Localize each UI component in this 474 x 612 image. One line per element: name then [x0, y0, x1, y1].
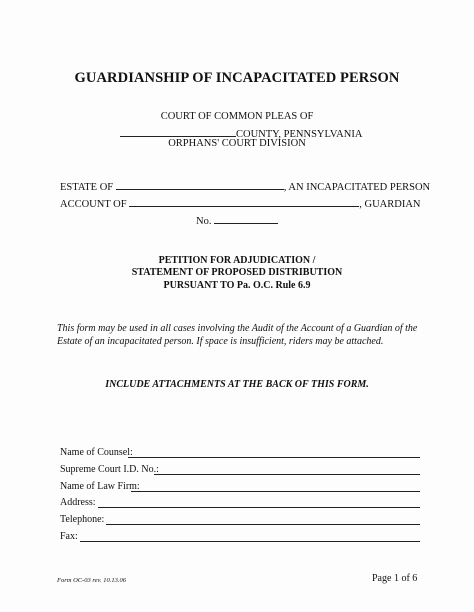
number-row — [196, 214, 278, 227]
estate-row — [60, 180, 430, 193]
fax-input-line[interactable] — [80, 541, 420, 542]
no-label: No. — [196, 216, 212, 227]
petition-heading-1: PETITION FOR ADJUDICATION / — [158, 255, 316, 266]
law-firm-input-line[interactable] — [131, 491, 420, 492]
address-label: Address: — [60, 497, 96, 508]
form-instructions: This form may be used in all cases involving the Audit of the Account of a Guardian of the Estate of an incapacitated person. If space is insufficient, riders may be attached. — [57, 323, 418, 347]
county-label: COUNTY, PENNSYLVANIA — [236, 129, 363, 140]
fax-label: Fax: — [60, 531, 78, 542]
supreme-court-id-label: Supreme Court I.D. No.: — [60, 464, 159, 475]
address-input-line[interactable] — [98, 507, 420, 508]
telephone-input-line[interactable] — [106, 524, 420, 525]
telephone-label: Telephone: — [60, 514, 105, 525]
court-line-3: ORPHANS' COURT DIVISION — [168, 138, 306, 149]
petition-heading-2: STATEMENT OF PROPOSED DISTRIBUTION — [131, 267, 343, 278]
attachments-note: INCLUDE ATTACHMENTS AT THE BACK OF THIS FORM. — [105, 379, 369, 390]
estate-name-blank[interactable] — [116, 180, 284, 190]
account-of-label: ACCOUNT OF — [60, 199, 127, 210]
estate-of-label: ESTATE OF — [60, 182, 114, 193]
account-row — [60, 197, 420, 210]
case-number-blank[interactable] — [214, 214, 278, 224]
estate-suffix-label: , AN INCAPACITATED PERSON — [283, 182, 431, 193]
account-suffix-label: , GUARDIAN — [359, 199, 421, 210]
form-revision-id: Form OC-03 rev. 10.13.06 — [57, 577, 126, 584]
counsel-input-line[interactable] — [128, 457, 420, 458]
law-firm-label: Name of Law Firm: — [60, 481, 140, 492]
counsel-label: Name of Counsel: — [60, 447, 133, 458]
court-line-1: COURT OF COMMON PLEAS OF — [160, 111, 314, 122]
petition-heading-3: PURSUANT TO Pa. O.C. Rule 6.9 — [163, 280, 311, 291]
form-title: GUARDIANSHIP OF INCAPACITATED PERSON — [74, 70, 400, 86]
supreme-court-id-input-line[interactable] — [154, 474, 420, 475]
page-number: Page 1 of 6 — [372, 573, 418, 584]
county-blank[interactable] — [120, 127, 236, 137]
guardian-name-blank[interactable] — [129, 197, 359, 207]
